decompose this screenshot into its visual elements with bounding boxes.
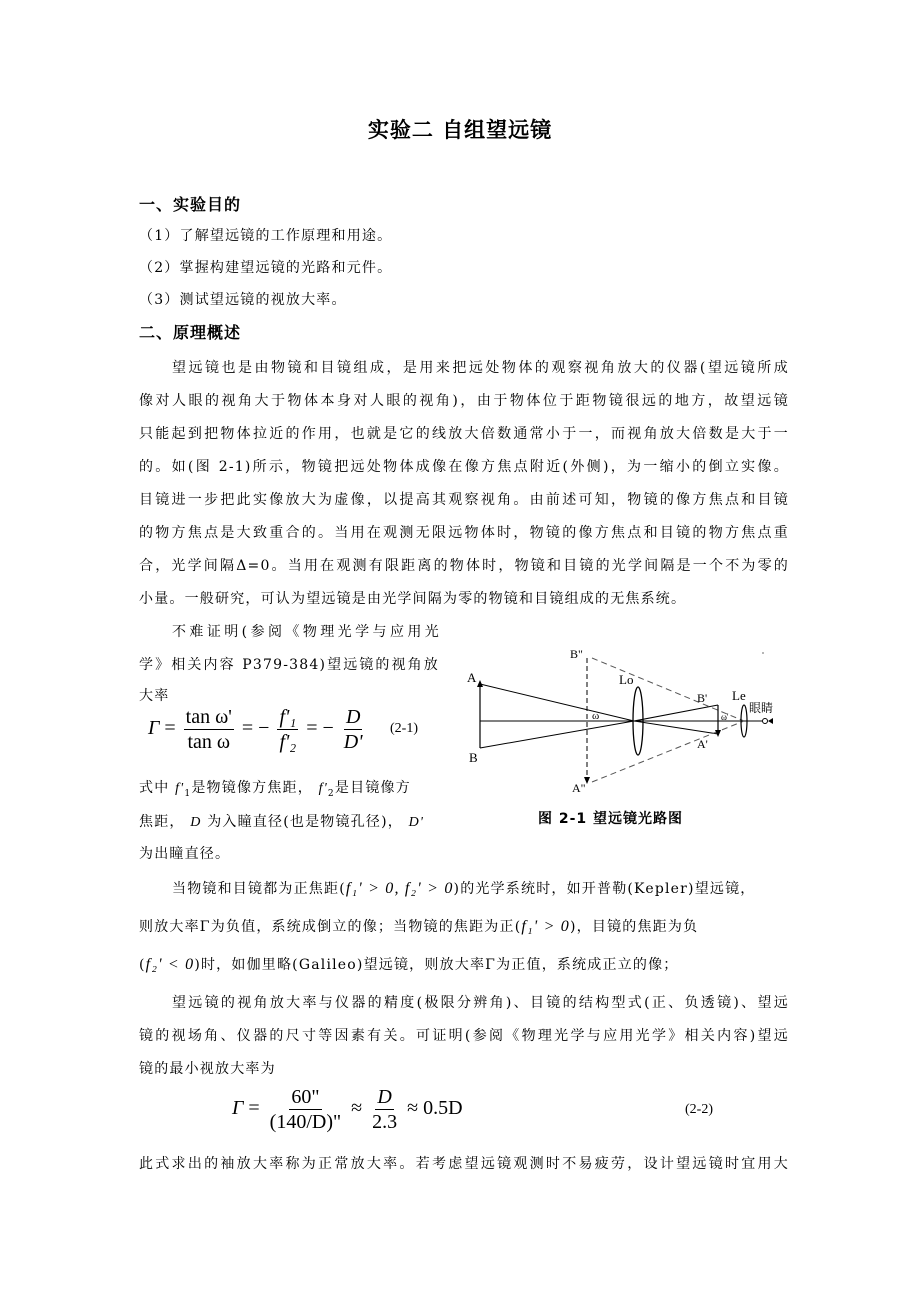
paragraph-line: 此式求出的袖放大率称为正常放大率。若考虑望远镜观测时不易疲劳，设计望远镜时宜用大 <box>139 1156 789 1172</box>
text: )时，如伽里略(Galileo)望远镜，则放大率Γ为正值，系统成正立的像； <box>194 957 679 973</box>
label-a-prime: A' <box>697 737 708 751</box>
paragraph-line: 的。如(图 2-1)所示，物镜把远处物体成像在像方焦点附近(外侧)，为一缩小的倒立实像。 <box>139 459 789 475</box>
paragraph-line <box>139 812 424 833</box>
numerator: 60" <box>291 1086 320 1108</box>
paragraph-line: 望远镜也是由物镜和目镜组成，是用来把远处物体的观察视角放大的仪器(望远镜所成 <box>172 360 789 376</box>
math-symbol: D <box>190 815 202 830</box>
paragraph-line: 合，光学间隔Δ=0。当用在观测有限距离的物体时，物镜和目镜的光学间隔是一个不为零的 <box>139 558 789 574</box>
paragraph-line: 的物方焦点是大致重合的。当用在观测无限远物体时，物镜的像方焦点和目镜的物方焦点重 <box>139 525 789 541</box>
math-symbol: D' <box>408 815 425 830</box>
label-b: B <box>469 750 478 765</box>
numerator: tan ω' <box>185 706 232 728</box>
denominator: f'₂ <box>279 731 297 753</box>
text: 为入瞳直径(也是物镜孔径)， <box>207 814 403 830</box>
page-title: 实验二 自组望远镜 <box>367 118 553 142</box>
inline-math: f₁' > 0, f₂' > 0 <box>345 880 454 897</box>
ray-a <box>480 684 634 721</box>
fraction <box>268 1086 343 1133</box>
denominator: (140/D)" <box>269 1111 342 1133</box>
text: 则放大率Γ为负值，系统成倒立的像；当物镜的焦距为正( <box>139 919 522 935</box>
paragraph-line: 望远镜的视角放大率与仪器的精度(极限分辨角)、目镜的结构型式(正、负透镜)、望远 <box>172 995 789 1011</box>
paragraph-line: 镜的最小视放大率为 <box>139 1061 276 1077</box>
equation-number: (2-2) <box>685 1102 713 1117</box>
result: 0.5D <box>423 1097 463 1120</box>
objective-item: （2）掌握构建望远镜的光路和元件。 <box>139 260 393 276</box>
text: 焦距， <box>139 814 185 830</box>
paragraph-line <box>139 778 411 804</box>
eye-icon <box>763 719 768 724</box>
paragraph-line: 目镜进一步把此实像放大为虚像，以提高其观察视角。由前述可知，物镜的像方焦点和目镜 <box>139 492 789 508</box>
denominator: 2.3 <box>372 1111 398 1133</box>
paragraph-line: 大率 <box>139 688 170 704</box>
label-a: A <box>467 670 477 685</box>
text: 是目镜像方 <box>334 780 411 796</box>
fraction <box>342 706 365 753</box>
label-objective: Lo <box>619 672 634 687</box>
numerator: D <box>377 1086 392 1108</box>
text: )，目镜的焦距为负 <box>570 919 699 935</box>
fraction <box>184 706 234 753</box>
paragraph-line <box>172 879 756 899</box>
label-eyepiece: Le <box>732 688 746 703</box>
objective-item: （1）了解望远镜的工作原理和用途。 <box>139 228 393 244</box>
label-b-prime: B' <box>697 691 708 705</box>
paragraph-line: 学》相关内容 P379-384)望远镜的视角放 <box>139 657 439 673</box>
section-heading-principle: 二、原理概述 <box>139 323 242 342</box>
label-b-double-prime: B" <box>570 647 583 661</box>
paragraph-line: 像对人眼的视角大于物体本身对人眼的视角)，由于物体位于距物镜很远的地方，故望远镜 <box>139 393 789 409</box>
text: )的光学系统时，如开普勒(Kepler)望远镜， <box>453 881 756 897</box>
figure-caption: 图 2-1 望远镜光路图 <box>538 811 684 827</box>
fraction <box>277 706 298 753</box>
ray-b-prime <box>634 705 718 721</box>
paragraph-line: 只能起到把物体拉近的作用，也就是它的线放大倍数通常小于一，而视角放大倍数是大于一 <box>139 426 789 442</box>
text: 当物镜和目镜都为正焦距( <box>172 881 346 897</box>
numerator: f'₁ <box>279 706 297 728</box>
inline-math: f₁' > 0 <box>521 918 571 935</box>
telescope-optical-path-diagram <box>462 640 792 800</box>
numerator: D <box>345 706 361 728</box>
math-symbol: f' <box>175 781 185 796</box>
paragraph-line <box>139 955 679 975</box>
ray-b <box>480 721 634 748</box>
label-omega: ω <box>592 710 600 722</box>
label-a-double-prime: A" <box>572 781 586 795</box>
inline-math: f₂' < 0 <box>145 956 195 973</box>
label-omega-prime: ω' <box>721 712 729 722</box>
paragraph-line: 不难证明(参阅《物理光学与应用光 <box>172 624 440 640</box>
paragraph-line: 小量。一般研究，可认为望远镜是由光学间隔为零的物镜和目镜组成的无焦系统。 <box>139 591 687 607</box>
section-heading-objectives: 一、实验目的 <box>139 195 242 214</box>
subscript: 1 <box>184 788 192 799</box>
objective-item: （3）测试望远镜的视放大率。 <box>139 292 347 308</box>
paragraph-line <box>139 917 698 937</box>
label-eye: 眼睛 <box>749 701 774 715</box>
text: 是物镜像方焦距， <box>191 780 313 796</box>
denominator: D' <box>343 731 363 753</box>
equation-2-2: Γ = $\frac{60"}{(140/D)"}$ ≈ $\frac{D}{2.3}$ ≈ 0.5D <box>232 1086 463 1133</box>
paragraph-line: 为出瞳直径。 <box>139 846 231 862</box>
equation-2-1: Γ = $\frac{\text{tan ω'}}{\text{tan ω}}$ = − $\frac{\text{f'₁}}{\text{f'₂}}$ = − $\frac{D}{D'}$ <box>148 706 363 753</box>
math-symbol: f' <box>318 781 328 796</box>
fraction <box>370 1086 399 1133</box>
gamma-symbol: Γ <box>232 1097 244 1120</box>
equation-number: (2-1) <box>390 721 418 736</box>
subscript: 2 <box>327 788 335 799</box>
gamma-symbol: Γ <box>148 717 160 740</box>
ray-a-prime <box>634 721 718 734</box>
dashed-ray-lower <box>592 721 744 782</box>
paragraph-line: 镜的视场角、仪器的尺寸等因素有关。可证明(参阅《物理光学与应用光学》相关内容)望远 <box>139 1028 789 1044</box>
text: 式中 <box>139 780 170 796</box>
denominator: tan ω <box>187 731 231 753</box>
text: ( <box>139 957 146 973</box>
